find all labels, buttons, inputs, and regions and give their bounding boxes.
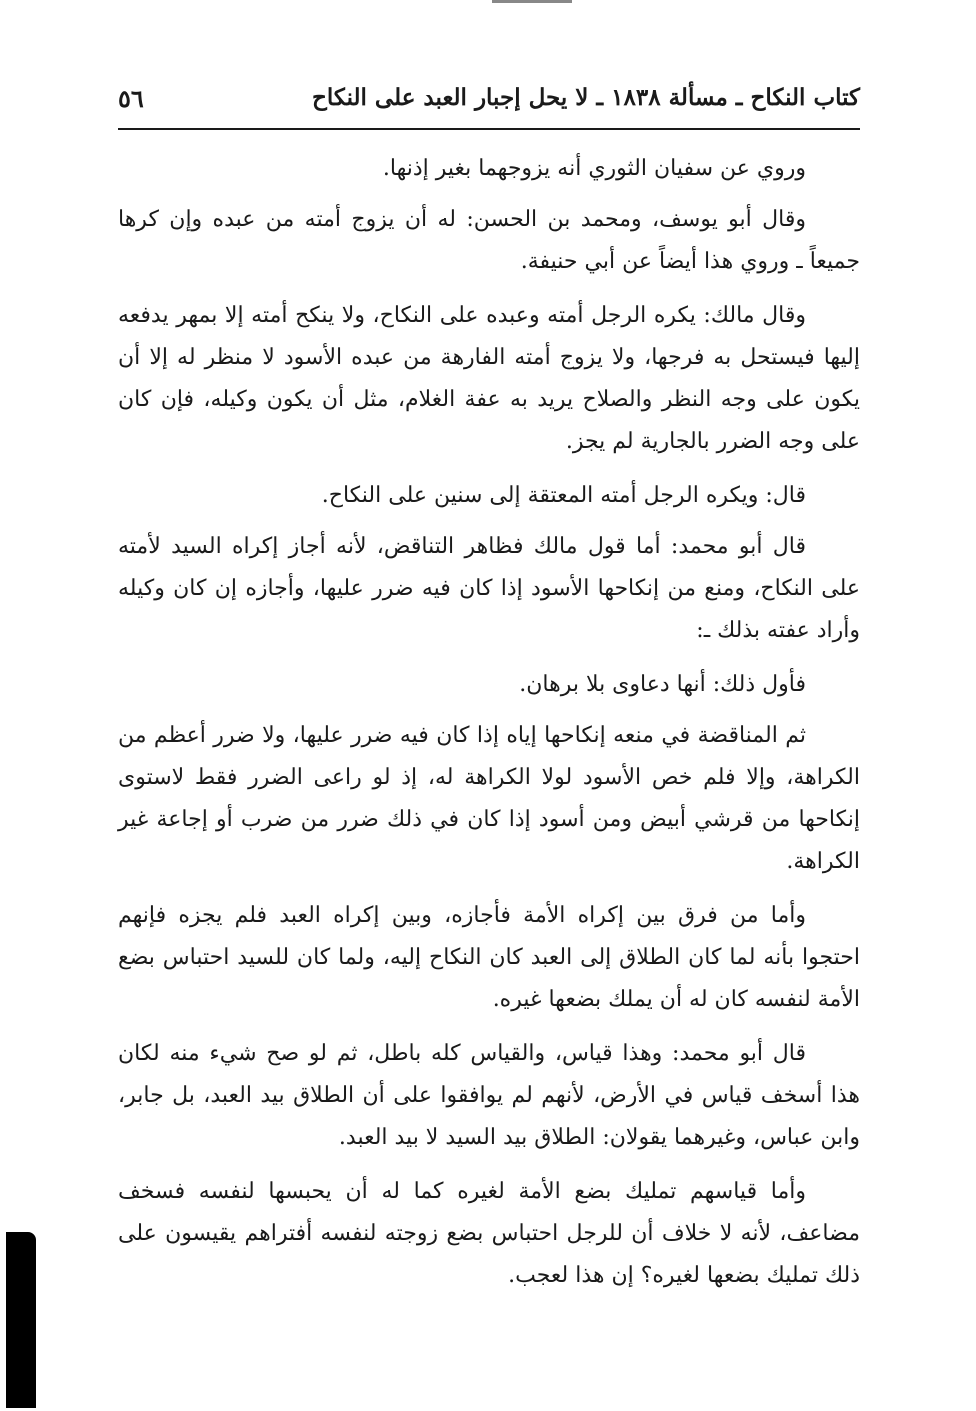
chapter-title: كتاب النكاح ـ مسألة ١٨٣٨ ـ لا يحل إجبار العبد على النكاح [312, 84, 860, 111]
paragraph: قال أبو محمد: وهذا قياس، والقياس كله باطل، ثم لو صح شيء منه لكان هذا أسخف قياس في الأرض، لأنهم لم يوافقوا على أن الطلاق بيد العبد، بل جابر، وابن عباس، وغيرهما يقولان: الطلاق بيد السيد لا بيد العبد. [118, 1041, 860, 1150]
page-body [118, 148, 860, 1306]
page-number: ٥٦ [118, 84, 144, 113]
paragraph: وأما من فرق بين إكراه الأمة فأجازه، وبين إكراه العبد فلم يجزه فإنهم احتجوا بأنه لما كان الطلاق إلى العبد كان النكاح إليه، ولما كان للسيد احتباس بضع الأمة لنفسه كان له أن يملك بضعها غيره. [118, 903, 860, 1012]
header-rule [118, 128, 860, 130]
paragraph: وقال أبو يوسف، ومحمد بن الحسن: له أن يزوج أمته من عبده وإن كرها جميعاً ـ وروي هذا أيضاً عن أبي حنيفة. [118, 207, 860, 274]
running-header [118, 80, 860, 124]
paragraph: فأول ذلك: أنها دعاوى بلا برهان. [519, 672, 806, 697]
paragraph: قال أبو محمد: أما قول مالك فظاهر التناقض، لأنه أجاز إكراه السيد لأمته على النكاح، ومنع من إنكاحها الأسود إذا كان فيه ضرر عليها، وأجازه إن كان وكيله وأراد عفته بذلك ـ: [118, 534, 860, 643]
paragraph: ثم المناقضة في منعه إنكاحها إياه إذا كان فيه ضرر عليها، ولا ضرر أعظم من الكراهة، وإلا فلم خص الأسود لولا الكراهة له، إذ لو راعى الضرر فقط لاستوى إنكاحها من قرشي أبيض ومن أسود إذا كان في ذلك ضرر من ضرب أو إجاعة غير الكراهة. [118, 723, 860, 874]
top-edge-mark [492, 0, 572, 3]
paragraph: وروي عن سفيان الثوري أنه يزوجهما بغير إذنها. [382, 156, 806, 181]
paragraph: وقال مالك: يكره الرجل أمته وعبده على النكاح، ولا ينكح أمته إلا بمهر يدفعه إليها فيستحل به فرجها، ولا يزوج أمته الفارهة من عبده الأسود لا منظر له إلا أن يكون على وجه النظر والصلاح يريد به عفة الغلام، مثل أن يكون وكيله، فإن كان على وجه الضرر بالجارية لم يجز. [118, 303, 860, 454]
scan-edge-shadow [6, 1232, 36, 1408]
paragraph: وأما قياسهم تمليك بضع الأمة لغيره كما له أن يحبسها لنفسه فسخف مضاعف، لأنه لا خلاف أن للرجل احتباس بضع زوجته لنفسه أفتراهم يقيسون على ذلك تمليك بضعها لغيره؟ إن هذا لعجب. [118, 1179, 860, 1288]
paragraph: قال: ويكره الرجل أمته المعتقة إلى سنين على النكاح. [321, 483, 806, 508]
